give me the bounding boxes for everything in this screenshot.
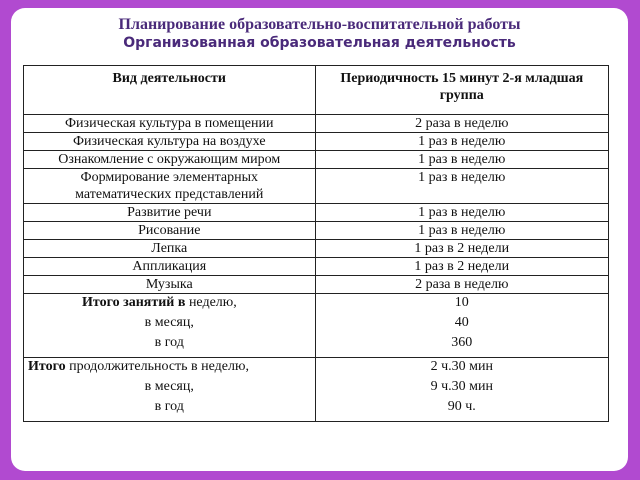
total-lessons-year: в год (154, 335, 184, 350)
frequency-cell: 1 раз в неделю (315, 222, 608, 240)
slide-card (11, 8, 628, 471)
total-duration-month: в месяц, (144, 379, 194, 394)
table-row (24, 240, 609, 258)
page-title: Планирование образовательно-воспитательной работы (118, 16, 521, 33)
activity-cell: Физическая культура в помещении (24, 115, 316, 133)
header-frequency: Периодичность 15 минут 2-я младшая группа (315, 66, 608, 115)
table-row (24, 133, 609, 151)
total-duration-rest: продолжительность в неделю, (65, 359, 249, 374)
total-duration-row (24, 358, 609, 422)
activity-cell: Ознакомление с окружающим миром (24, 151, 316, 169)
total-duration-month-value: 9 ч.30 мин (430, 379, 493, 394)
page-subtitle: Организованная образовательная деятельность (123, 35, 516, 51)
activity-cell: Развитие речи (24, 204, 316, 222)
table-row (24, 115, 609, 133)
activity-cell: Музыка (24, 276, 316, 294)
activity-cell: Рисование (24, 222, 316, 240)
total-duration-week-value: 2 ч.30 мин (430, 359, 493, 374)
total-duration-bold: Итого (28, 359, 66, 374)
table-header-row (24, 66, 609, 115)
activity-cell (24, 169, 316, 204)
table-row (24, 276, 609, 294)
frequency-cell: 2 раза в неделю (315, 276, 608, 294)
frequency-cell: 1 раз в неделю (315, 204, 608, 222)
activity-cell: Лепка (24, 240, 316, 258)
table-row (24, 169, 609, 204)
table-row (24, 258, 609, 276)
activity-line: математических представлений (75, 187, 264, 202)
total-lessons-bold: Итого занятий в (82, 295, 186, 310)
frequency-cell: 1 раз в неделю (315, 133, 608, 151)
total-lessons-month-value: 40 (454, 315, 469, 330)
frequency-cell: 1 раз в неделю (315, 169, 608, 204)
total-duration-year-value: 90 ч. (447, 399, 476, 414)
total-lessons-year-value: 360 (451, 335, 473, 350)
total-lessons-values (315, 294, 608, 358)
total-duration-label (24, 358, 316, 422)
frequency-cell: 1 раз в неделю (315, 151, 608, 169)
total-lessons-label (24, 294, 316, 358)
total-lessons-month: в месяц, (144, 315, 194, 330)
total-duration-values (315, 358, 608, 422)
activity-cell: Физическая культура на воздухе (24, 133, 316, 151)
table-row (24, 222, 609, 240)
activity-line: Формирование элементарных (80, 170, 258, 185)
activity-cell: Аппликация (24, 258, 316, 276)
total-lessons-row (24, 294, 609, 358)
frequency-cell: 1 раз в 2 недели (315, 258, 608, 276)
table-row (24, 151, 609, 169)
header-activity: Вид деятельности (24, 66, 316, 115)
total-lessons-week-value: 10 (454, 295, 469, 310)
frequency-cell: 1 раз в 2 недели (315, 240, 608, 258)
plan-table (23, 65, 609, 422)
total-duration-year: в год (154, 399, 184, 414)
total-lessons-rest: неделю, (185, 295, 237, 310)
table-row (24, 204, 609, 222)
title-block (11, 16, 628, 52)
frequency-cell: 2 раза в неделю (315, 115, 608, 133)
